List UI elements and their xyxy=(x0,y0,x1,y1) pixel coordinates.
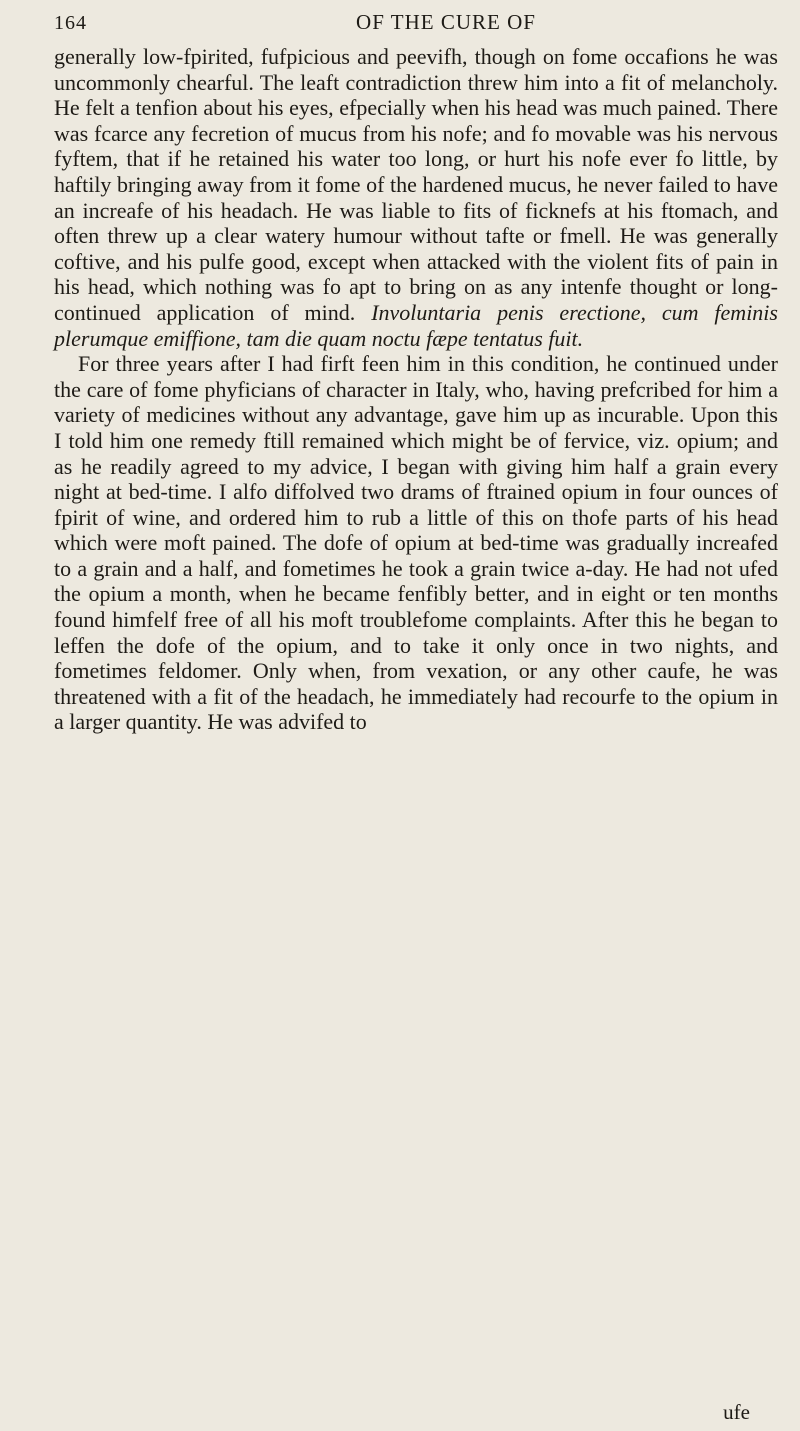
catchword: ufe xyxy=(723,1400,750,1424)
body-text xyxy=(54,44,778,735)
page-number: 164 xyxy=(54,12,87,34)
running-head xyxy=(54,10,778,44)
paragraph-1 xyxy=(54,44,778,351)
running-head-title: OF THE CURE OF xyxy=(356,10,536,34)
paragraph-1-text: generally low-fpirited, fufpicious and peevifh, though on fome occafions he was uncommonly chearful. The leaft contradiction threw him into a fit of melancholy. He felt a tenfion about his eyes, efpecially when his head was much pained. There was fcarce any fecretion of mucus from his nofe; and fo movable was his nervous fyftem, that if he retained his water too long, or hurt his nofe ever fo little, by haftily bringing away from it fome of the hardened mucus, he never failed to have an increafe of his headach. He was liable to fits of ficknefs at his ftomach, and often threw up a clear watery humour without tafte or fmell. He was generally coftive, and his pulfe good, except when attacked with the violent fits of pain in his head, which nothing was fo apt to bring on as any intenfe thought or long-continued application of mind. xyxy=(54,44,778,325)
latin-passage: Involuntaria penis erectione, cum feminis plerumque emiffione, tam die quam noctu fæpe tentatus fuit. xyxy=(54,299,778,351)
paragraph-2: For three years after I had firft feen him in this condition, he continued under the care of fome phyficians of character in Italy, who, having prefcribed for him a variety of medicines without any advantage, gave him up as incurable. Upon this I told him one remedy ftill remained which might be of fervice, viz. opium; and as he readily agreed to my advice, I began with giving him half a grain every night at bed-time. I alfo diffolved two drams of ftrained opium in four ounces of fpirit of wine, and ordered him to rub a little of this on thofe parts of his head which were moft pained. The dofe of opium at bed-time was gradually increafed to a grain and a half, and fometimes he took a grain twice a-day. He had not ufed the opium a month, when he became fenfibly better, and in eight or ten months found himfelf free of all his moft troublefome complaints. After this he began to leffen the dofe of the opium, and to take it only once in two nights, and fometimes feldomer. Only when, from vexation, or any other caufe, he was threatened with a fit of the headach, he immediately had recourfe to the opium in a larger quantity. He was advifed to xyxy=(54,351,778,735)
